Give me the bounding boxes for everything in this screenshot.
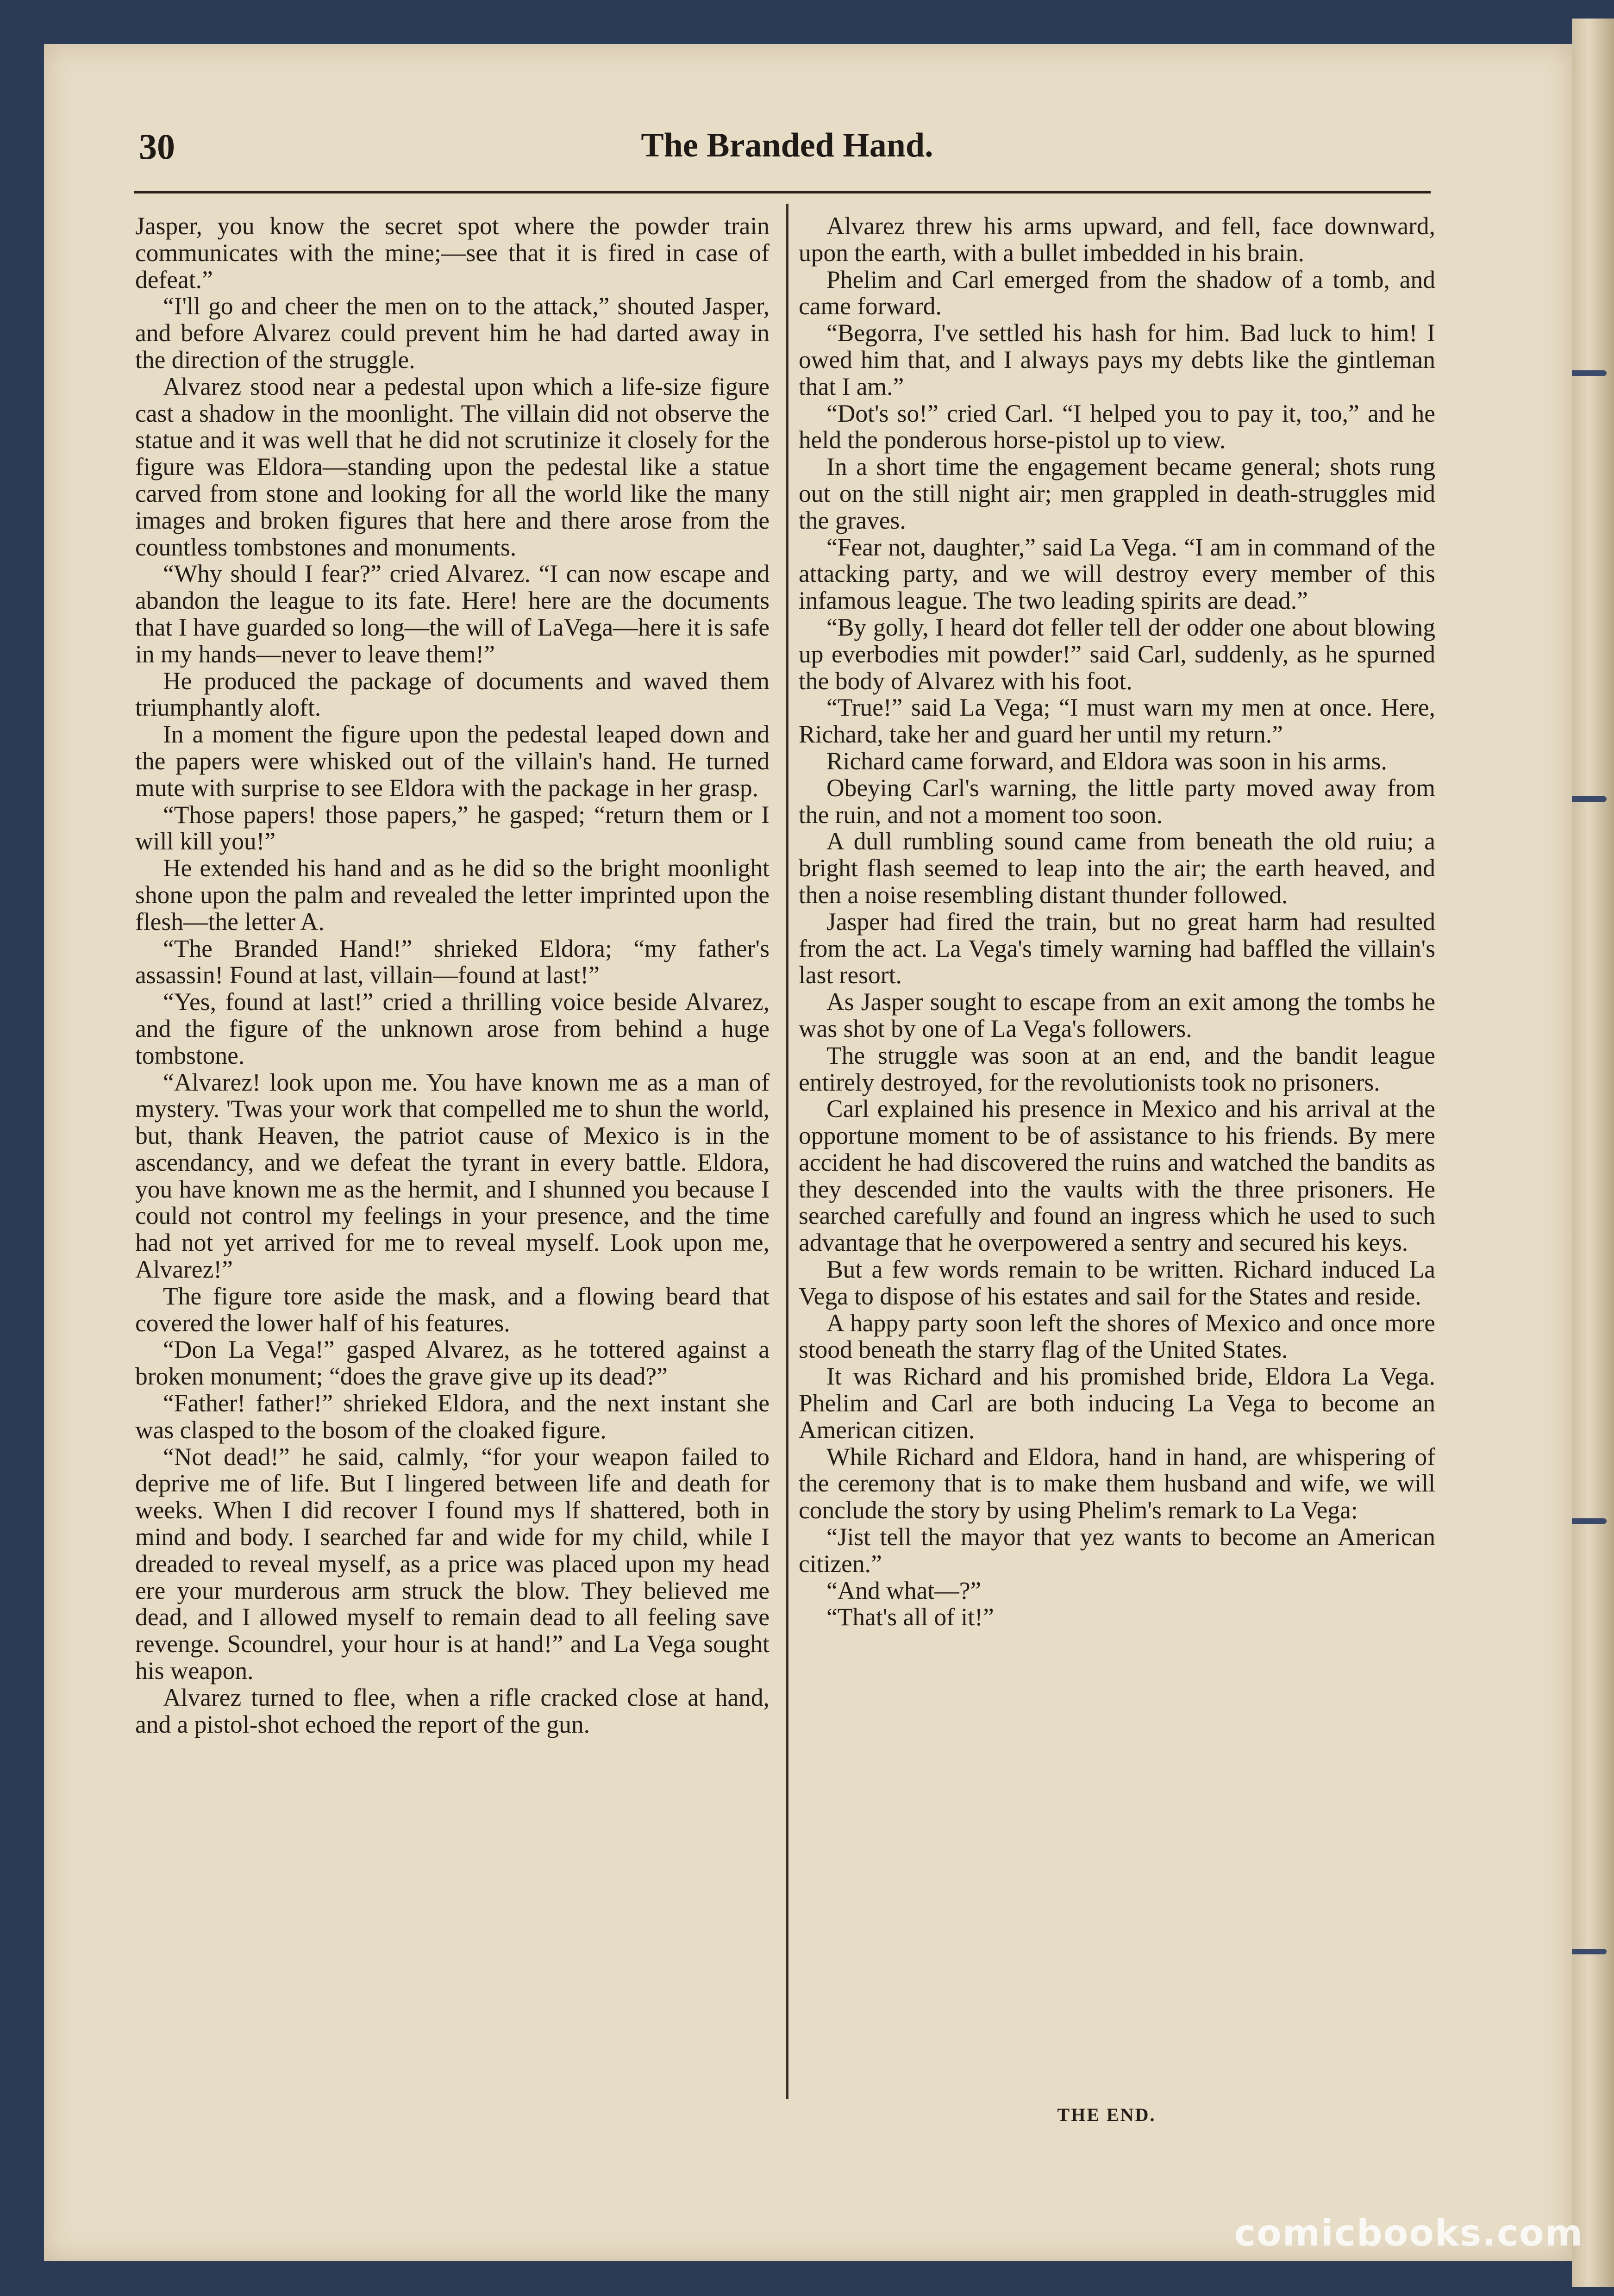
book-spine-edge	[1572, 19, 1614, 2287]
paragraph: A dull rumbling sound came from beneath the old ruiu; a bright flash seemed to leap into the air; the earth heaved, and then a noise resembling distant thunder followed.	[799, 827, 1435, 909]
paragraph: “Fear not, daughter,” said La Vega. “I am in command of the attacking party, and we will destroy every member of this infamous league. The two leading spirits are dead.”	[799, 533, 1435, 615]
page-title: The Branded Hand.	[641, 126, 933, 164]
left-column	[135, 213, 769, 1738]
paragraph: “Dot's so!” cried Carl. “I helped you to pay it, too,” and he held the ponderous horse-pistol up to view.	[799, 399, 1435, 454]
paragraph: A happy party soon left the shores of Mexico and once more stood beneath the starry flag of the United States.	[799, 1309, 1435, 1364]
paragraph: It was Richard and his promished bride, Eldora La Vega. Phelim and Carl are both inducing La Vega to become an American citizen.	[799, 1362, 1435, 1444]
paragraph: “I'll go and cheer the men on to the attack,” shouted Jasper, and before Alvarez could prevent him he had darted away in the direction of the struggle.	[135, 292, 769, 374]
paragraph: In a short time the engagement became general; shots rung out on the still night air; men grappled in death-struggles mid the graves.	[799, 453, 1435, 534]
paragraph: As Jasper sought to escape from an exit among the tombs he was shot by one of La Vega's followers.	[799, 988, 1435, 1042]
paragraph: Alvarez threw his arms upward, and fell, face downward, upon the earth, with a bullet imbedded in his brain.	[799, 212, 1435, 267]
paragraph: He extended his hand and as he did so the bright moonlight shone upon the palm and revealed the letter imprinted upon the flesh—the letter A.	[135, 854, 769, 936]
paragraph: He produced the package of documents and waved them triumphantly aloft.	[135, 667, 769, 722]
paragraph: Alvarez turned to flee, when a rifle cracked close at hand, and a pistol-shot echoed the report of the gun.	[135, 1683, 769, 1738]
page-number: 30	[139, 126, 175, 167]
paragraph: “Father! father!” shrieked Eldora, and the next instant she was clasped to the bosom of the cloaked figure.	[135, 1389, 769, 1444]
paragraph: Jasper had fired the train, but no great harm had resulted from the act. La Vega's timely warning had baffled the villain's last resort.	[799, 907, 1435, 989]
paragraph: Jasper, you know the secret spot where the powder train communicates with the mine;—see that it is fired in case of defeat.”	[135, 212, 769, 293]
the-end-label: THE END.	[1057, 2104, 1156, 2125]
column-divider	[786, 204, 788, 2099]
right-column	[799, 213, 1435, 1631]
paragraph: “That's all of it!”	[826, 1603, 994, 1631]
paragraph: “By golly, I heard dot feller tell der odder one about blowing up everbodies mit powder!” said Carl, suddenly, as he spurned the body of Alvarez with his foot.	[799, 613, 1435, 695]
paragraph: But a few words remain to be written. Richard induced La Vega to dispose of his estates and sail for the States and reside.	[799, 1255, 1435, 1310]
paragraph: “Yes, found at last!” cried a thrilling voice beside Alvarez, and the figure of the unknown arose from behind a huge tombstone.	[135, 988, 769, 1069]
paragraph: “Why should I fear?” cried Alvarez. “I can now escape and abandon the league to its fate. Here! here are the documents that I have guarded so long—the will of LaVega—here it is safe in my hands—never to leave them!”	[135, 560, 769, 668]
running-head	[139, 126, 1435, 177]
paragraph: Carl explained his presence in Mexico and his arrival at the opportune moment to be of assistance to his friends. By mere accident he had discovered the ruins and watched the bandits as they descended into the vaults with the three prisoners. He searched carefully and found an ingress which he used to such advantage that he overpowered a sentry and secured his keys.	[799, 1095, 1435, 1257]
paragraph: Phelim and Carl emerged from the shadow of a tomb, and came forward.	[799, 265, 1435, 320]
paragraph: “Begorra, I've settled his hash for him. Bad luck to him! I owed him that, and I always pays my debts like the gintleman that I am.”	[799, 319, 1435, 400]
paragraph: Obeying Carl's warning, the little party moved away from the ruin, and not a moment too soon.	[799, 774, 1435, 829]
paragraph: The figure tore aside the mask, and a flowing beard that covered the lower half of his features.	[135, 1282, 769, 1337]
paragraph: In a moment the figure upon the pedestal leaped down and the papers were whisked out of the villain's hand. He turned mute with surprise to see Eldora with the package in her grasp.	[135, 720, 769, 802]
watermark: comicbooks.com	[1234, 2213, 1583, 2254]
paragraph: “And what—?”	[826, 1576, 982, 1604]
paragraph: While Richard and Eldora, hand in hand, are whispering of the ceremony that is to make them husband and wife, we will conclude the story by using Phelim's remark to La Vega:	[799, 1442, 1435, 1524]
paragraph: “Not dead!” he said, calmly, “for your weapon failed to deprive me of life. But I lingered between life and death for weeks. When I did recover I found mys lf shattered, both in mind and body. I searched far and wide for my child, while I dreaded to reveal myself, as a price was placed upon my head ere your murderous arm struck the blow. They believed me dead, and I allowed myself to remain dead to all feeling save revenge. Scoundrel, your hour is at hand!” and La Vega sought his weapon.	[135, 1442, 769, 1685]
paragraph: Richard came forward, and Eldora was soon in his arms.	[826, 747, 1387, 775]
paragraph: “True!” said La Vega; “I must warn my men at once. Here, Richard, take her and guard her until my return.”	[799, 693, 1435, 749]
paragraph: “The Branded Hand!” shrieked Eldora; “my father's assassin! Found at last, villain—found at last!”	[135, 934, 769, 989]
paragraph: “Don La Vega!” gasped Alvarez, as he tottered against a broken monument; “does the grave give up its dead?”	[135, 1335, 769, 1391]
paragraph: “Those papers! those papers,” he gasped; “return them or I will kill you!”	[135, 800, 769, 855]
paragraph: The struggle was soon at an end, and the bandit league entirely destroyed, for the revolutionists took no prisoners.	[799, 1041, 1435, 1096]
paragraph: Alvarez stood near a pedestal upon which a life-size figure cast a shadow in the moonlight. The villain did not observe the statue and it was well that he did not scrutinize it closely for the figure was Eldora—standing upon the pedestal like a statue carved from stone and looking for all the world like the many images and broken figures that here and there arose from the countless tombstones and monuments.	[135, 372, 769, 561]
header-rule	[134, 191, 1431, 193]
paragraph: “Jist tell the mayor that yez wants to become an American citizen.”	[799, 1523, 1435, 1578]
paragraph: “Alvarez! look upon me. You have known me as a man of mystery. 'Twas your work that compelled me to shun the world, but, thank Heaven, the patriot cause of Mexico is in the ascendancy, and we defeat the tyrant in every battle. Eldora, you have known me as the hermit, and I shunned you because I could not control my feelings in your presence, and the time had not yet arrived for me to reveal myself. Look upon me, Alvarez!”	[135, 1068, 769, 1284]
